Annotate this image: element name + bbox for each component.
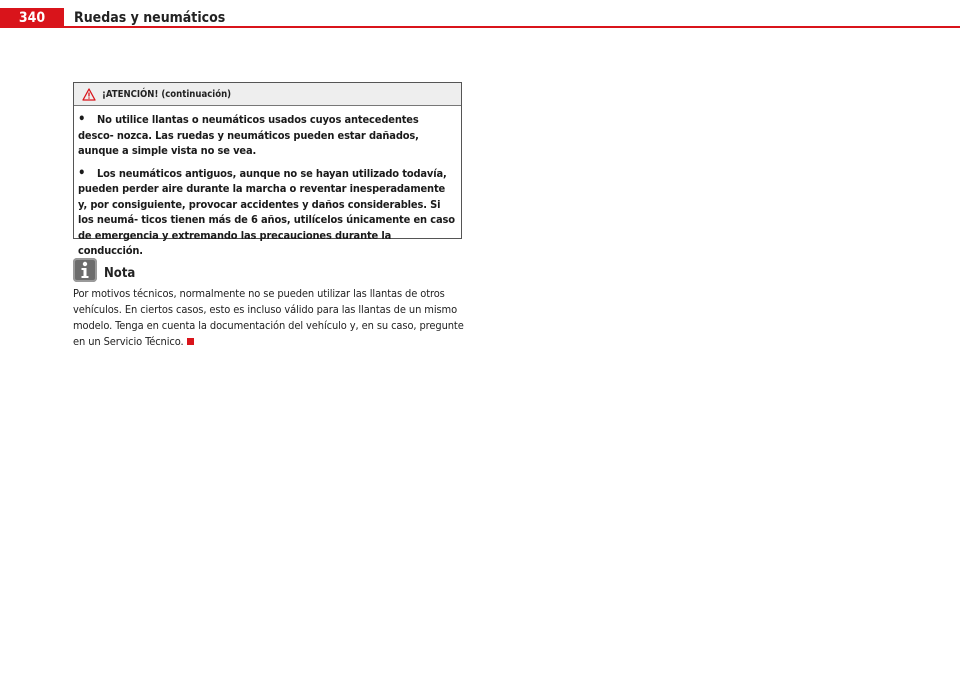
warning-item-text: No utilice llantas o neumáticos usados cuyos antecedentes desco- nozca. Las ruedas y neumáticos pueden estar dañados, aunque a simple vista no se vea.: [78, 113, 419, 157]
warning-item: [78, 166, 457, 259]
warning-header: [74, 83, 461, 106]
warning-triangle-icon: [82, 88, 96, 101]
bullet-icon: •: [78, 112, 86, 127]
end-mark-icon: [187, 338, 194, 345]
warning-item-text: Los neumáticos antiguos, aunque no se hayan utilizado todavía, pueden perder aire durante la marcha o reventar inesperadamente y, por consiguiente, provocar accidentes y daños considerables. Si los neumá- ticos tienen más de 6 años, utilícelos únicamente en caso de emergencia y extremando las precauciones durante la conducción.: [78, 166, 455, 257]
warning-body: [74, 106, 461, 259]
note-text: Por motivos técnicos, normalmente no se pueden utilizar las llantas de otros vehículos. En ciertos casos, esto es incluso válido para las llantas de un mismo modelo. Tenga en cuenta la documentación del vehículo y, en su caso, pregunte en un Servicio Técnico.: [73, 287, 464, 348]
note-section: [73, 256, 473, 350]
bullet-icon: •: [78, 165, 86, 181]
warning-title: ¡ATENCIÓN! (continuación): [102, 88, 232, 100]
note-title: Nota: [104, 266, 136, 281]
info-icon: [73, 258, 97, 282]
note-text-block: [73, 286, 473, 350]
chapter-title: Ruedas y neumáticos: [74, 10, 226, 26]
page-header: [0, 0, 960, 28]
warning-box: [73, 82, 462, 257]
warning-item: [78, 112, 457, 159]
page-number: 340: [0, 8, 64, 28]
header-rule: [0, 26, 960, 28]
note-header: [73, 256, 473, 282]
